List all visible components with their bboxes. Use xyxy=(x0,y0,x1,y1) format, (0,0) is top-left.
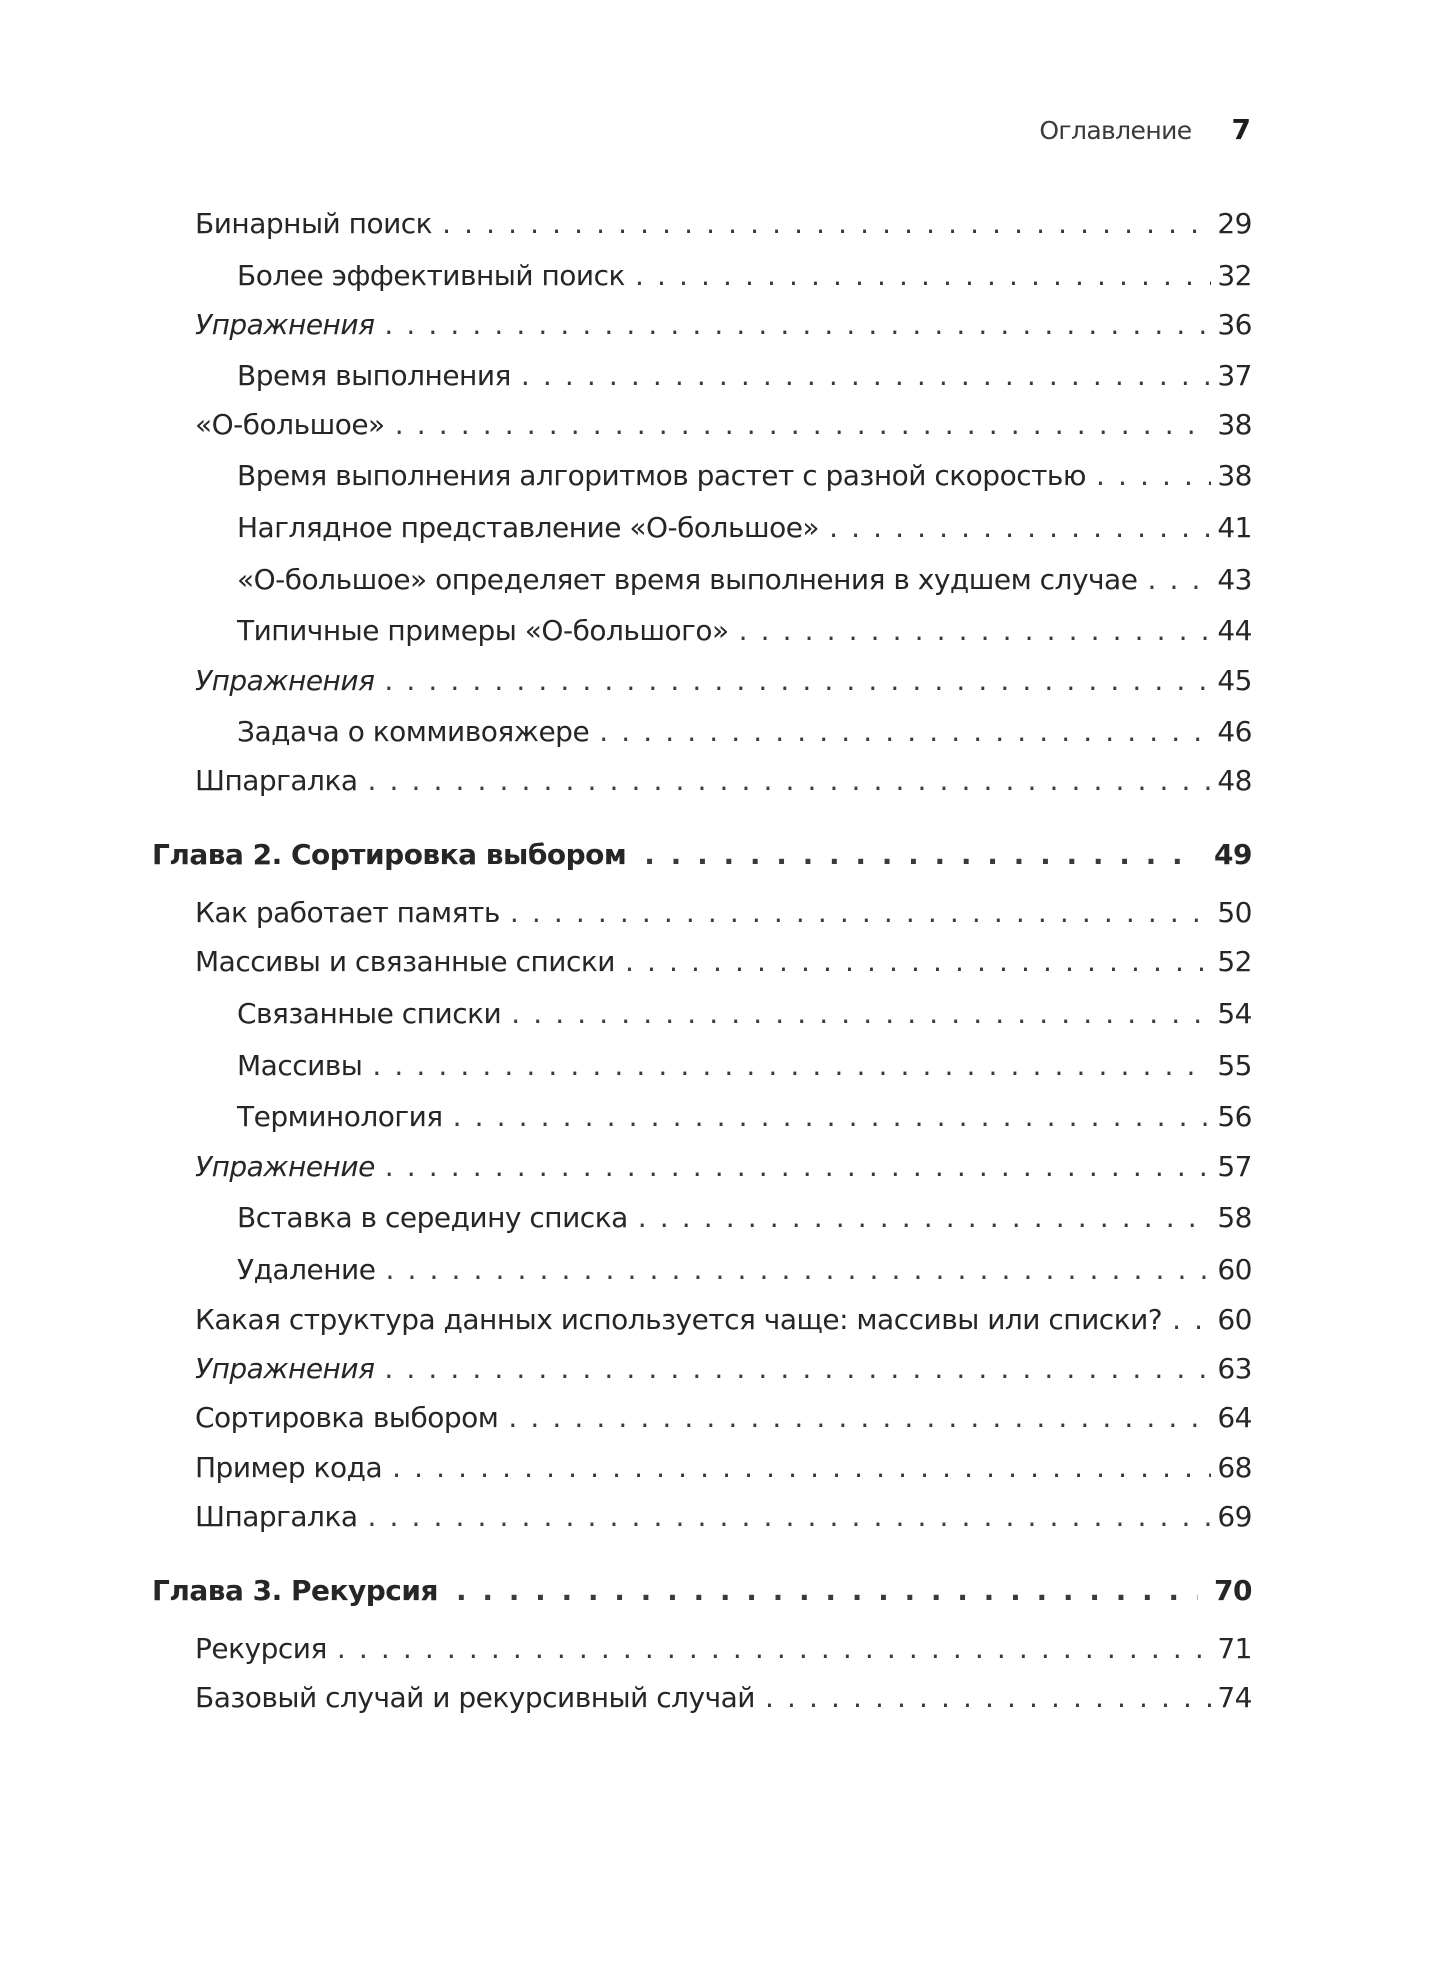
dot-leader xyxy=(1096,456,1211,496)
dot-leader xyxy=(635,256,1211,296)
toc-entry xyxy=(0,1250,1454,1290)
toc-entry xyxy=(0,204,1454,244)
dot-leader xyxy=(599,712,1211,752)
toc-entry-page: 60 xyxy=(1217,1253,1252,1286)
dot-leader xyxy=(1147,560,1211,600)
toc-entry-page: 58 xyxy=(1217,1201,1252,1234)
toc-entry-page: 50 xyxy=(1217,896,1252,929)
toc-entry xyxy=(0,256,1454,296)
toc-entry xyxy=(0,712,1454,752)
toc-entry xyxy=(0,405,1454,445)
dot-leader xyxy=(384,305,1211,345)
toc-entry xyxy=(0,1398,1454,1438)
toc-entry-page: 60 xyxy=(1217,1303,1252,1336)
toc-entry xyxy=(0,1448,1454,1488)
toc-chapter-title: Глава 3. Рекурсия xyxy=(152,1574,438,1607)
toc-entry-page: 68 xyxy=(1217,1451,1252,1484)
toc-entry-page: 54 xyxy=(1217,997,1252,1030)
dot-leader xyxy=(508,1398,1211,1438)
toc-entry-title: Вставка в середину списка xyxy=(237,1201,628,1234)
toc-entry xyxy=(0,1147,1454,1187)
toc-entry-title: Задача о коммивояжере xyxy=(237,715,590,748)
toc-entry-page: 64 xyxy=(1217,1401,1252,1434)
toc-entry-title: Массивы и связанные списки xyxy=(195,945,615,978)
dot-leader xyxy=(521,356,1211,396)
toc-entry-page: 52 xyxy=(1217,945,1252,978)
toc-entry xyxy=(0,1097,1454,1137)
dot-leader xyxy=(372,1046,1211,1086)
toc-entry xyxy=(0,1198,1454,1238)
toc-entry-title: Упражнение xyxy=(195,1150,375,1183)
toc-entry-title: Массивы xyxy=(237,1049,363,1082)
toc-chapter-title: Глава 2. Сортировка выбором xyxy=(152,838,627,871)
toc-entry-title: Время выполнения xyxy=(237,359,511,392)
toc-entry-page: 44 xyxy=(1217,614,1252,647)
toc-entry-title: Время выполнения алгоритмов растет с разной скоростью xyxy=(237,459,1086,492)
toc-entry-title: Терминология xyxy=(237,1100,443,1133)
toc-entry-title: Шпаргалка xyxy=(195,764,358,797)
dot-leader xyxy=(392,1448,1211,1488)
dot-leader xyxy=(395,405,1212,445)
dot-leader xyxy=(384,1349,1211,1389)
dot-leader xyxy=(638,1198,1212,1238)
toc-entry-page: 56 xyxy=(1217,1100,1252,1133)
toc-entry-page: 37 xyxy=(1217,359,1252,392)
toc-entry xyxy=(0,761,1454,801)
toc-entry xyxy=(0,1046,1454,1086)
toc-entry xyxy=(0,356,1454,396)
toc-entry xyxy=(0,994,1454,1034)
toc-entry-page: 29 xyxy=(1217,207,1252,240)
dot-leader xyxy=(510,893,1212,933)
toc-entry-page: 38 xyxy=(1217,408,1252,441)
dot-leader xyxy=(385,1250,1211,1290)
dot-leader xyxy=(511,994,1211,1034)
toc-entry xyxy=(0,456,1454,496)
toc-chapter xyxy=(0,835,1454,875)
dot-leader xyxy=(384,661,1211,701)
toc-entry-page: 69 xyxy=(1217,1500,1252,1533)
toc-chapter-page: 70 xyxy=(1214,1574,1252,1607)
toc-entry-page: 55 xyxy=(1217,1049,1252,1082)
dot-leader xyxy=(739,611,1212,651)
toc-entry xyxy=(0,1349,1454,1389)
running-head-title: Оглавление xyxy=(1039,116,1192,145)
dot-leader xyxy=(385,1147,1212,1187)
dot-leader xyxy=(368,1497,1212,1537)
dot-leader xyxy=(765,1678,1211,1718)
toc-entry-page: 36 xyxy=(1217,308,1252,341)
toc-entry-page: 71 xyxy=(1217,1632,1252,1665)
toc-entry-title: Сортировка выбором xyxy=(195,1401,499,1434)
toc-entry-title: Упражнения xyxy=(195,664,375,697)
toc-entry-page: 38 xyxy=(1217,459,1252,492)
toc-entry-page: 63 xyxy=(1217,1352,1252,1385)
toc-entry xyxy=(0,560,1454,600)
toc-entry-title: Бинарный поиск xyxy=(195,207,433,240)
toc-entry xyxy=(0,508,1454,548)
toc-entry xyxy=(0,661,1454,701)
toc-entry-page: 45 xyxy=(1217,664,1252,697)
toc-entry xyxy=(0,1629,1454,1669)
toc-entry-title: «О-большое» определяет время выполнения в худшем случае xyxy=(237,563,1138,596)
toc-entry xyxy=(0,611,1454,651)
toc-entry-page: 41 xyxy=(1217,511,1252,544)
toc-entry-title: Наглядное представление «О-большое» xyxy=(237,511,820,544)
toc-entry-page: 74 xyxy=(1217,1681,1252,1714)
toc-entry xyxy=(0,305,1454,345)
toc-entry-title: Какая структура данных используется чаще: массивы или списки? xyxy=(195,1303,1163,1336)
toc-chapter-page: 49 xyxy=(1214,838,1252,871)
toc-entry-title: «О-большое» xyxy=(195,408,385,441)
toc-entry-title: Рекурсия xyxy=(195,1632,327,1665)
dot-leader xyxy=(625,942,1211,982)
toc-entry-page: 46 xyxy=(1217,715,1252,748)
toc-entry xyxy=(0,893,1454,933)
toc-entry-title: Более эффективный поиск xyxy=(237,259,625,292)
toc-entry-title: Шпаргалка xyxy=(195,1500,358,1533)
dot-leader xyxy=(453,1097,1212,1137)
dot-leader xyxy=(456,1571,1198,1611)
toc-entry-title: Пример кода xyxy=(195,1451,383,1484)
page-number: 7 xyxy=(1231,113,1251,146)
toc-entry xyxy=(0,942,1454,982)
dot-leader xyxy=(368,761,1212,801)
toc-entry-title: Как работает память xyxy=(195,896,500,929)
dot-leader xyxy=(829,508,1211,548)
toc-entry-title: Упражнения xyxy=(195,308,375,341)
dot-leader xyxy=(1172,1300,1211,1340)
toc-entry-page: 48 xyxy=(1217,764,1252,797)
toc-entry-title: Удаление xyxy=(237,1253,376,1286)
dot-leader xyxy=(337,1629,1212,1669)
toc-chapter xyxy=(0,1571,1454,1611)
toc-entry xyxy=(0,1300,1454,1340)
toc-entry-title: Типичные примеры «О-большого» xyxy=(237,614,729,647)
running-head xyxy=(1039,113,1251,146)
dot-leader xyxy=(644,835,1198,875)
dot-leader xyxy=(442,204,1211,244)
toc-entry-page: 32 xyxy=(1217,259,1252,292)
toc-entry-title: Связанные списки xyxy=(237,997,502,1030)
toc-entry-page: 57 xyxy=(1217,1150,1252,1183)
toc-entry-title: Упражнения xyxy=(195,1352,375,1385)
toc-entry-page: 43 xyxy=(1217,563,1252,596)
toc-entry xyxy=(0,1678,1454,1718)
toc-entry-title: Базовый случай и рекурсивный случай xyxy=(195,1681,755,1714)
toc-entry xyxy=(0,1497,1454,1537)
